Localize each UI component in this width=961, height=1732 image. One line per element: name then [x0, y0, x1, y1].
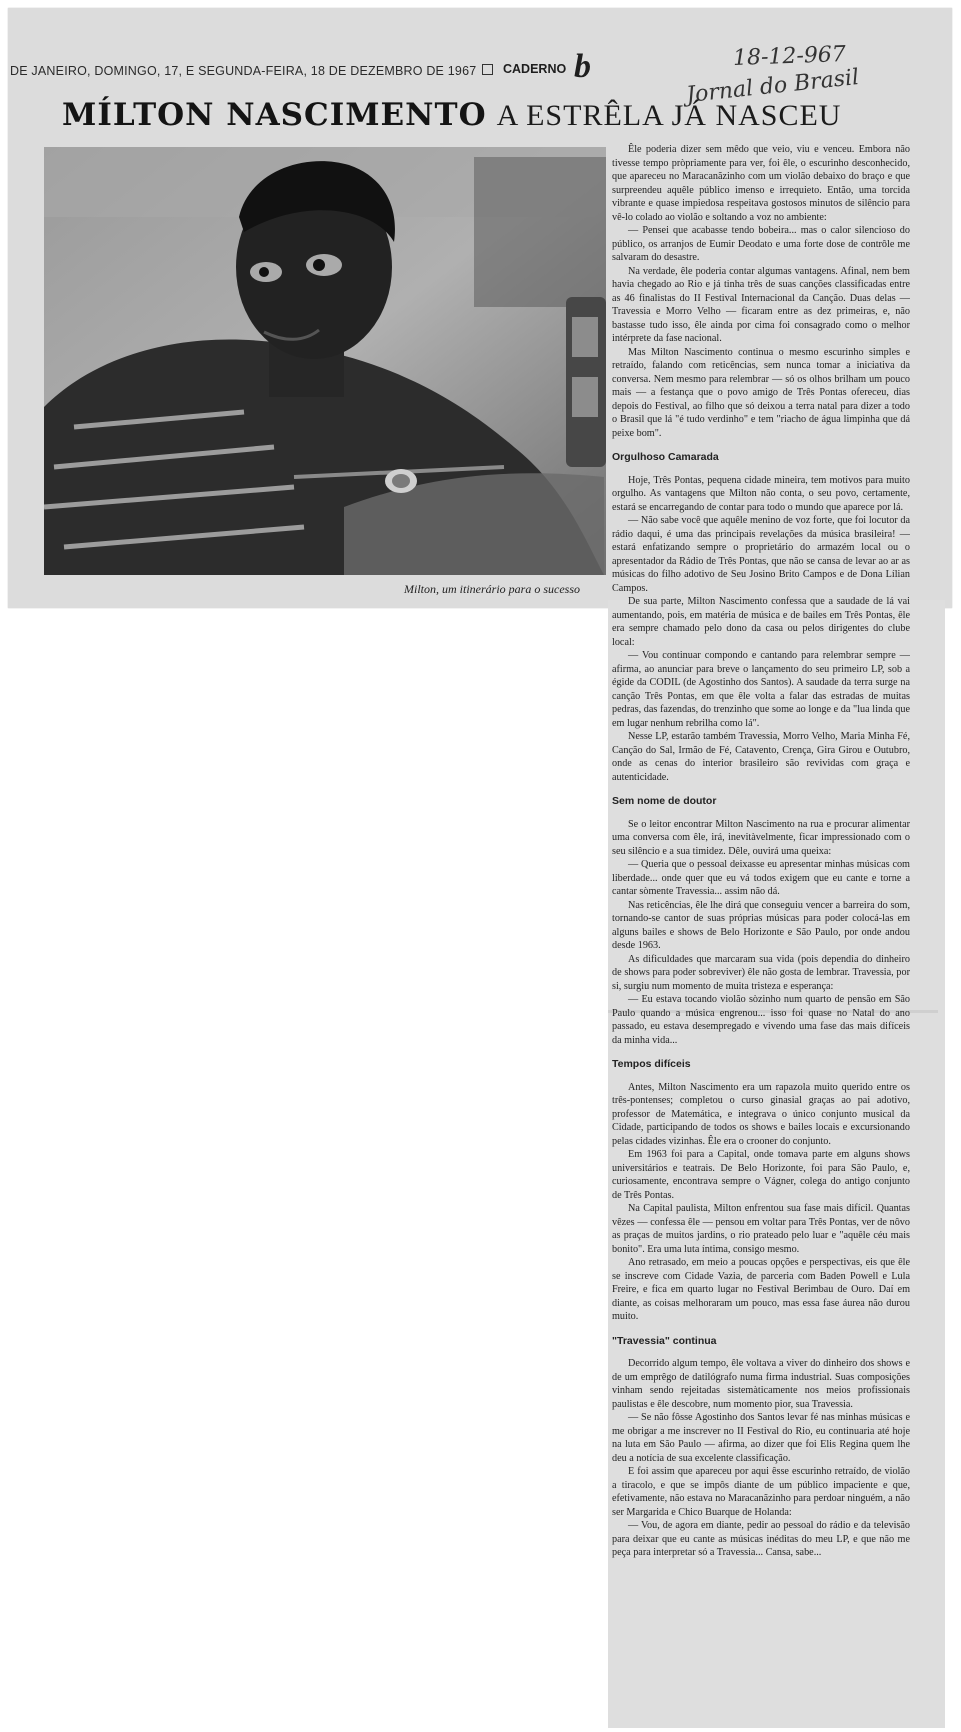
- handwritten-source: Jornal do Brasil: [685, 65, 861, 108]
- article-paragraph: Mas Milton Nascimento continua o mesmo escurinho simples e retraído, falando com reticências, sem nunca tomar a iniciativa da conversa. Nem mesmo para relembrar — só os olhos brilham um pouco mais — a festança que o povo amigo de Três Pontas ofereceu, dias depois do Festival, ao filho que só deixou a terra natal para dizer a todo o Brasil que lá "é tudo verdinho" e tem "riacho de água limpinha que dá peixe bom".: [612, 346, 910, 439]
- article-paragraph: Hoje, Três Pontas, pequena cidade mineira, tem motivos para muito orgulho. As vantagens que Milton não conta, o seu povo, certamente, estará se encarregando de contar para todo o mundo que aparece por lá.: [612, 474, 910, 513]
- article-subheading: Orgulhoso Camarada: [612, 451, 719, 463]
- section-label: CADERNO: [503, 62, 567, 76]
- section-letter: b: [574, 48, 591, 85]
- headline: [62, 97, 841, 133]
- handwritten-date: 18-12-967: [732, 42, 847, 71]
- headline-name: MÍLTON NASCIMENTO: [62, 97, 487, 133]
- dateline-text: DE JANEIRO, DOMINGO, 17, E SEGUNDA-FEIRA, 18 DE DEZEMBRO DE 1967: [10, 64, 477, 78]
- article-paragraph: — Pensei que acabasse tendo bobeira... mas o calor silencioso do público, os arranjos de Eumir Deodato e uma forte dose de contrôle me salvaram do desastre.: [612, 225, 910, 263]
- article-paragraph: — Queria que o pessoal deixasse eu apresentar minhas músicas com liberdade... onde quer que eu vá todos exigem que eu cante e torne a cantar sòmente Travessia... assim não dá.: [612, 859, 910, 897]
- article-paragraph: — Não sabe você que aquêle menino de voz forte, que foi locutor da rádio daqui, é uma das principais revelações da música brasileira! — estará enfatizando sempre o proprietário do armazém local ou o apresentador da Rádio de Três Pontas, que não se cansa de levar ao ar as músicas do filho adotivo de Seu Josino Brito Campos e de Dona Lílian Campos.: [612, 515, 910, 594]
- article-paragraph: Na Capital paulista, Milton enfrentou sua fase mais difícil. Quantas vêzes — confessa êle — pensou em voltar para Três Pontas, ver de nôvo as praças de muitos jardins, o rio prateado pelo luar e "aquêle céu mais bonito". Era uma luta íntima, consigo mesmo.: [612, 1203, 910, 1255]
- article-paragraph: Êle poderia dizer sem mêdo que veio, viu e venceu. Embora não tivesse tempo pròpriamente para ver, foi êle, o escurinho desconhecido, que apareceu no Maracanãzinho com um violão debaixo do braço e que surpreendeu aquêle público imenso e irrequieto. Então, uma torcida vibrante e quase impiedosa respeitava gostosos minutos de silêncio para vê-lo colado ao violão e soltando a voz no ambiente:: [612, 144, 910, 223]
- article-paragraph: Nas reticências, êle lhe dirá que conseguiu vencer a barreira do som, tornando-se cantor de suas próprias músicas para poder colocá-las em alguns bailes e shows de Belo Horizonte e São Paulo, por onde andou desde 1963.: [612, 899, 910, 951]
- photo-caption: Milton, um itinerário para o sucesso: [404, 582, 580, 596]
- article-paragraph: Em 1963 foi para a Capital, onde tomava parte em alguns shows universitários e teatrais. De Belo Horizonte, foi para São Paulo, e, curiosamente, encontrava sempre o Vágner, colega do antigo conjunto de Três Pontas.: [612, 1149, 910, 1201]
- article-paragraph: — Eu estava tocando violão sòzinho num quarto de pensão em São Paulo quando a música engrenou... isso foi quase no Natal do ano passado, eu estava desempregado e vivendo uma fase das mais difíceis da minha vida...: [612, 994, 910, 1046]
- article-subheading: Tempos difíceis: [612, 1058, 691, 1070]
- article-paragraph: — Vou, de agora em diante, pedir ao pessoal do rádio e da televisão para deixar que eu cante as músicas inéditas do meu LP, e que não me peça para interpretar só a Travessia... Cansa, sabe...: [612, 1520, 910, 1558]
- article-paragraph: Na verdade, êle poderia contar algumas vantagens. Afinal, nem bem havia chegado ao Rio e já tinha três de suas canções classificadas entre as 46 finalistas do II Festival Internacional da Canção. Duas delas — Travessia e Morro Velho — ficaram entre as dez primeiras, e, não bastasse tudo isso, êle ainda por cima foi consagrado como o melhor intérprete da fase nacional.: [612, 265, 910, 344]
- headline-subtitle: A ESTRÊLA JÁ NASCEU: [496, 99, 842, 132]
- portrait-illustration: [44, 147, 606, 575]
- article-subheading: "Travessia" continua: [612, 1334, 717, 1347]
- article-paragraph: Se o leitor encontrar Milton Nascimento na rua e procurar alimentar uma conversa com êle, irá, inevitàvelmente, ficar impressionado com o seu silêncio e a sua timidez. Dêle, ouvirá uma queixa:: [612, 818, 910, 857]
- square-bullet-icon: [482, 64, 493, 75]
- article-paragraph: Decorrido algum tempo, êle voltava a viver do dinheiro dos shows e de um emprêgo de datilógrafo numa firma industrial. Suas composições vinham sendo rejeitadas sistemàticamente nos meios profissionais paulistas e êle descobre, num momento pior, sua Travessia.: [612, 1358, 910, 1410]
- article-body: [612, 143, 910, 1560]
- article-paragraph: — Se não fôsse Agostinho dos Santos levar fé nas minhas músicas e me obrigar a me inscrever no II Festival do Rio, eu continuaria até hoje na luta em São Paulo — afirma, ao dizer que foi Elis Regina quem lhe deu a notícia de sua excelente classificação.: [612, 1412, 910, 1464]
- article-paragraph: Antes, Milton Nascimento era um rapazola muito querido entre os três-pontenses; completou o curso ginasial graças ao pai adotivo, professor de Matemática, e integrava o único conjunto musical da Cidade, participando de todos os shows e bailes locais e excursionando pelas cidades vizinhas. Êle era o crooner do conjunto.: [612, 1081, 910, 1147]
- article-paragraph: As dificuldades que marcaram sua vida (pois dependia do dinheiro de shows para poder sobreviver) êle não gosta de lembrar. Travessia, por si, surgiu num momento de muita tristeza e esperança:: [612, 953, 910, 992]
- article-paragraph: Ano retrasado, em meio a poucas opções e perspectivas, eis que êle se inscreve com Cidade Vazia, de parceria com Baden Powell e Lula Freire, e fica em quarto lugar no Festival Berimbau de Ouro. Daí em diante, as coisas melhoraram um pouco, mas essa fase áurea não durou muito.: [612, 1257, 910, 1322]
- article-paragraph: De sua parte, Milton Nascimento confessa que a saudade de lá vai aumentando, pois, em matéria de música e de bailes em Três Pontas, êle era sempre chamado pelo dono da casa ou pelos dirigentes do clube local:: [612, 596, 910, 648]
- article-paragraph: — Vou continuar compondo e cantando para relembrar sempre — afirma, ao anunciar para breve o lançamento do seu primeiro LP, sob a égide da CODIL (de Agostinho dos Santos). A saudade da terra surge na canção Três Pontas, em que êle volta a falar das estradas de muitas pedras, das fazendas, do trenzinho que some ao longe e da "lua linda que em lugar nenhum rebrilha como lá".: [612, 650, 910, 729]
- article-subheading: Sem nome de doutor: [612, 795, 717, 807]
- article-paragraph: E foi assim que apareceu por aqui êsse escurinho retraído, de violão a tiracolo, e que se impôs diante de um público impaciente e que, efetivamente, não estava no Maracanãzinho para perdoar ninguém, a não ser Margarida e Chico Buarque de Holanda:: [612, 1466, 910, 1518]
- portrait-photo: [44, 147, 606, 575]
- article-paragraph: Nesse LP, estarão também Travessia, Morro Velho, Maria Minha Fé, Canção do Sal, Irmão de Fé, Catavento, Crença, Gira Girou e Outubro, onde as cenas do interior brasileiro são revividas com graça e autenticidade.: [612, 731, 910, 783]
